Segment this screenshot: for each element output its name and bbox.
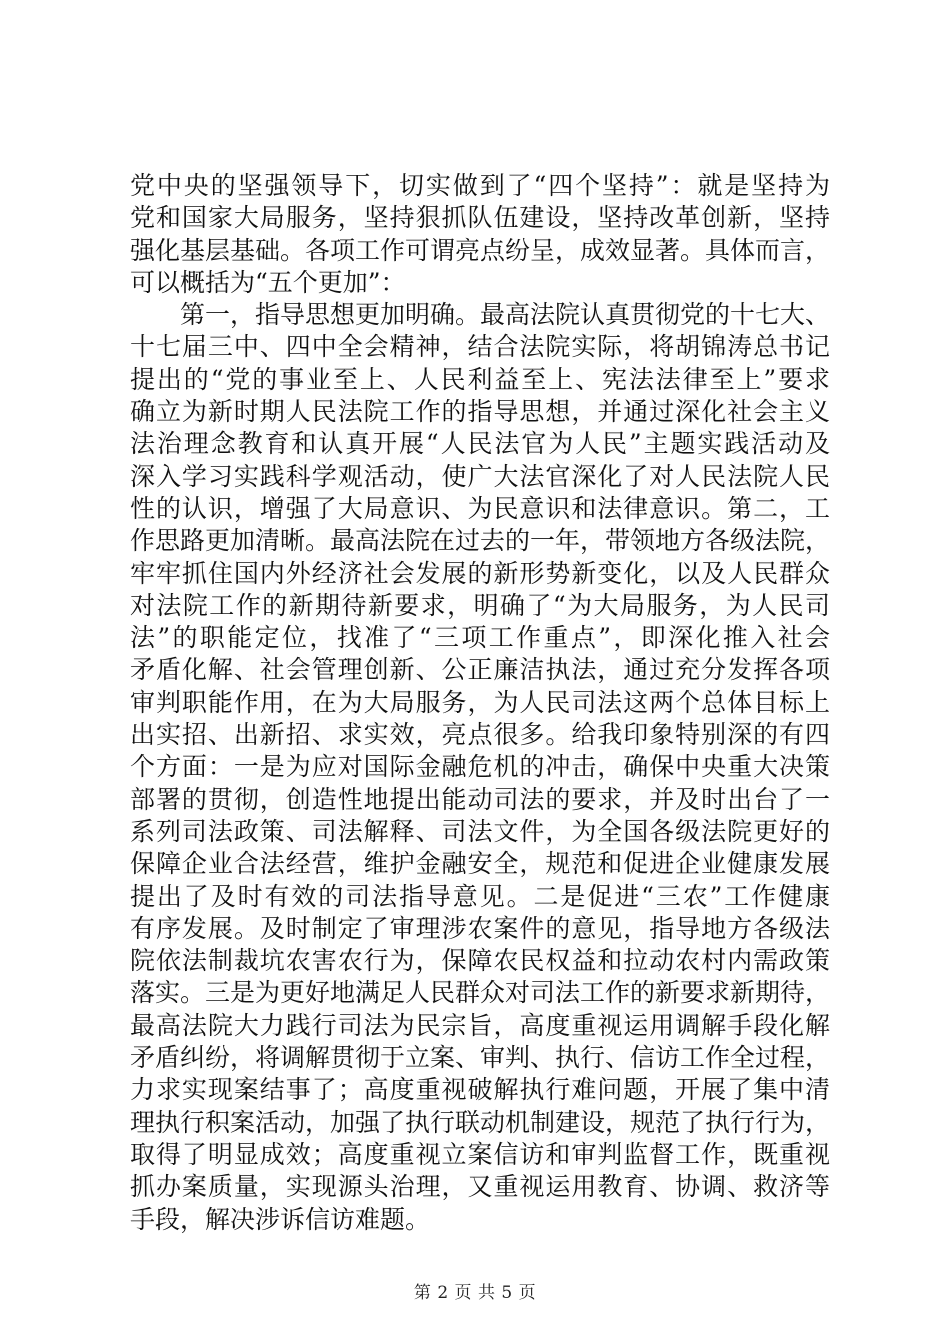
text-line: 法”的职能定位，找准了“三项工作重点”，即深化推入社会 <box>130 623 830 653</box>
text-line: 对法院工作的新期待新要求，明确了“为大局服务，为人民司 <box>130 590 830 620</box>
text-line: 部署的贯彻，创造性地提出能动司法的要求，并及时出台了一 <box>130 784 830 814</box>
text-line: 十七届三中、四中全会精神，结合法院实际，将胡锦涛总书记 <box>130 332 830 362</box>
text-line: 深入学习实践科学观活动，使广大法官深化了对人民法院人民 <box>130 461 830 491</box>
text-line: 提出了及时有效的司法指导意见。二是促进“三农”工作健康 <box>130 881 830 911</box>
text-line: 力求实现案结事了；高度重视破解执行难问题，开展了集中清 <box>130 1075 830 1105</box>
text-line: 第一，指导思想更加明确。最高法院认真贯彻党的十七大、 <box>130 300 831 330</box>
text-line: 强化基层基础。各项工作可谓亮点纷呈，成效显著。具体而言， <box>130 235 831 265</box>
text-line: 作思路更加清晰。最高法院在过去的一年，带领地方各级法院， <box>130 526 831 556</box>
text-line: 个方面：一是为应对国际金融危机的冲击，确保中央重大决策 <box>130 752 830 782</box>
text-line: 矛盾化解、社会管理创新、公正廉洁执法，通过充分发挥各项 <box>130 655 830 685</box>
text-line: 可以概括为“五个更加”： <box>130 267 406 297</box>
text-line: 保障企业合法经营，维护金融安全，规范和促进企业健康发展 <box>130 849 830 879</box>
text-line: 党和国家大局服务，坚持狠抓队伍建设，坚持改革创新，坚持 <box>130 203 830 233</box>
text-line: 落实。三是为更好地满足人民群众对司法工作的新要求新期待， <box>130 978 831 1008</box>
text-line: 性的认识，增强了大局意识、为民意识和法律意识。第二，工 <box>130 493 830 523</box>
text-line: 取得了明显成效；高度重视立案信访和审判监督工作，既重视 <box>130 1139 830 1169</box>
page-number-footer: 第 2 页 共 5 页 <box>413 1283 537 1303</box>
text-line: 党中央的坚强领导下，切实做到了“四个坚持”：就是坚持为 <box>130 171 830 200</box>
text-line: 牢牢抓住国内外经济社会发展的新形势新变化，以及人民群众 <box>130 558 830 588</box>
text-line: 抓办案质量，实现源头治理，又重视运用教育、协调、救济等 <box>130 1172 830 1202</box>
text-line: 院依法制裁坑农害农行为，保障农民权益和拉动农村内需政策 <box>130 946 830 976</box>
text-line: 有序发展。及时制定了审理涉农案件的意见，指导地方各级法 <box>130 913 830 943</box>
text-line: 出实招、出新招、求实效，亮点很多。给我印象特别深的有四 <box>130 720 830 750</box>
text-line: 确立为新时期人民法院工作的指导思想，并通过深化社会主义 <box>130 397 830 427</box>
text-line: 手段，解决涉诉信访难题。 <box>130 1204 431 1234</box>
text-line: 矛盾纠纷，将调解贯彻于立案、审判、执行、信访工作全过程， <box>130 1043 831 1073</box>
body-text <box>130 170 830 1236</box>
text-line: 最高法院大力践行司法为民宗旨，高度重视运用调解手段化解 <box>130 1010 830 1040</box>
text-line: 提出的“党的事业至上、人民利益至上、宪法法律至上”要求 <box>130 364 830 394</box>
text-line: 审判职能作用，在为大局服务，为人民司法这两个总体目标上 <box>130 687 830 717</box>
text-line: 系列司法政策、司法解释、司法文件，为全国各级法院更好的 <box>130 816 830 846</box>
text-line: 法治理念教育和认真开展“人民法官为人民”主题实践活动及 <box>130 429 830 459</box>
text-line: 理执行积案活动，加强了执行联动机制建设，规范了执行行为， <box>130 1107 831 1137</box>
